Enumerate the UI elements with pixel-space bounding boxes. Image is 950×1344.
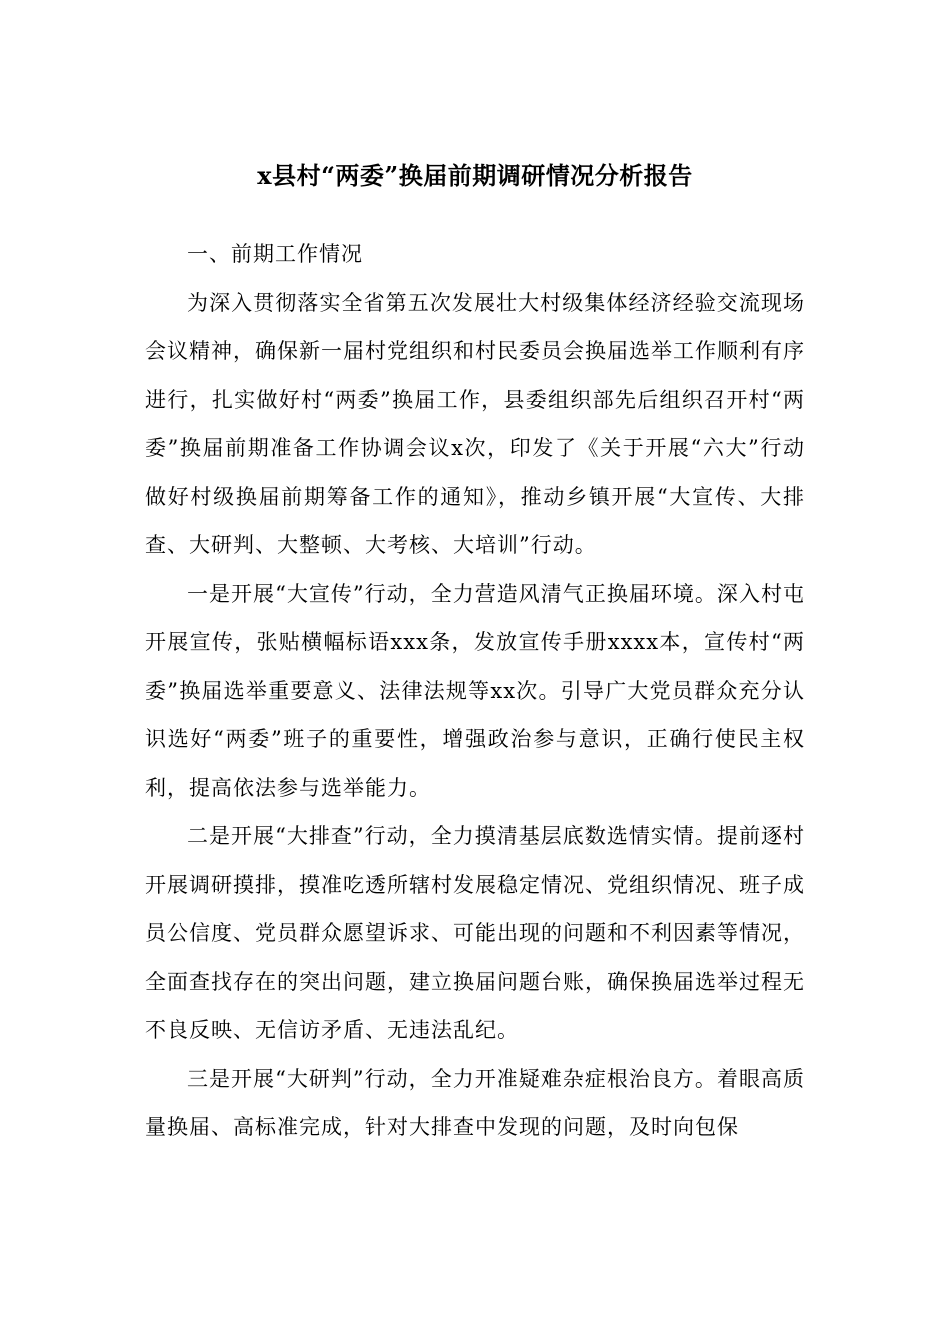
paragraph-publicity: 一是开展“大宣传”行动，全力营造风清气正换届环境。深入村屯开展宣传，张贴横幅标语xxx条，发放宣传手册xxxx本，宣传村“两委”换届选举重要意义、法律法规等xx次。引导广大党员群众充分认识选好“两委”班子的重要性，增强政治参与意识，正确行使民主权利，提高依法参与选举能力。 (145, 581, 805, 800)
section-heading: 一、前期工作情况 (187, 242, 363, 266)
document-title: x县村“两委”换届前期调研情况分析报告 (257, 161, 693, 190)
paragraph-analysis: 三是开展“大研判”行动，全力开准疑难杂症根治良方。着眼高质量换届、高标准完成，针对大排查中发现的问题，及时向包保 (145, 1066, 805, 1139)
document-body (145, 230, 805, 1152)
paragraph-intro: 为深入贯彻落实全省第五次发展壮大村级集体经济经验交流现场会议精神，确保新一届村党组织和村民委员会换届选举工作顺利有序进行，扎实做好村“两委”换届工作，县委组织部先后组织召开村“两委”换届前期准备工作协调会议x次，印发了《关于开展“六大”行动做好村级换届前期筹备工作的通知》，推动乡镇开展“大宣传、大排查、大研判、大整顿、大考核、大培训”行动。 (145, 290, 805, 557)
paragraph-investigation: 二是开展“大排查”行动，全力摸清基层底数选情实情。提前逐村开展调研摸排，摸准吃透所辖村发展稳定情况、党组织情况、班子成员公信度、党员群众愿望诉求、可能出现的问题和不利因素等情况，全面查找存在的突出问题，建立换届问题台账，确保换届选举过程无不良反映、无信访矛盾、无违法乱纪。 (145, 824, 805, 1042)
